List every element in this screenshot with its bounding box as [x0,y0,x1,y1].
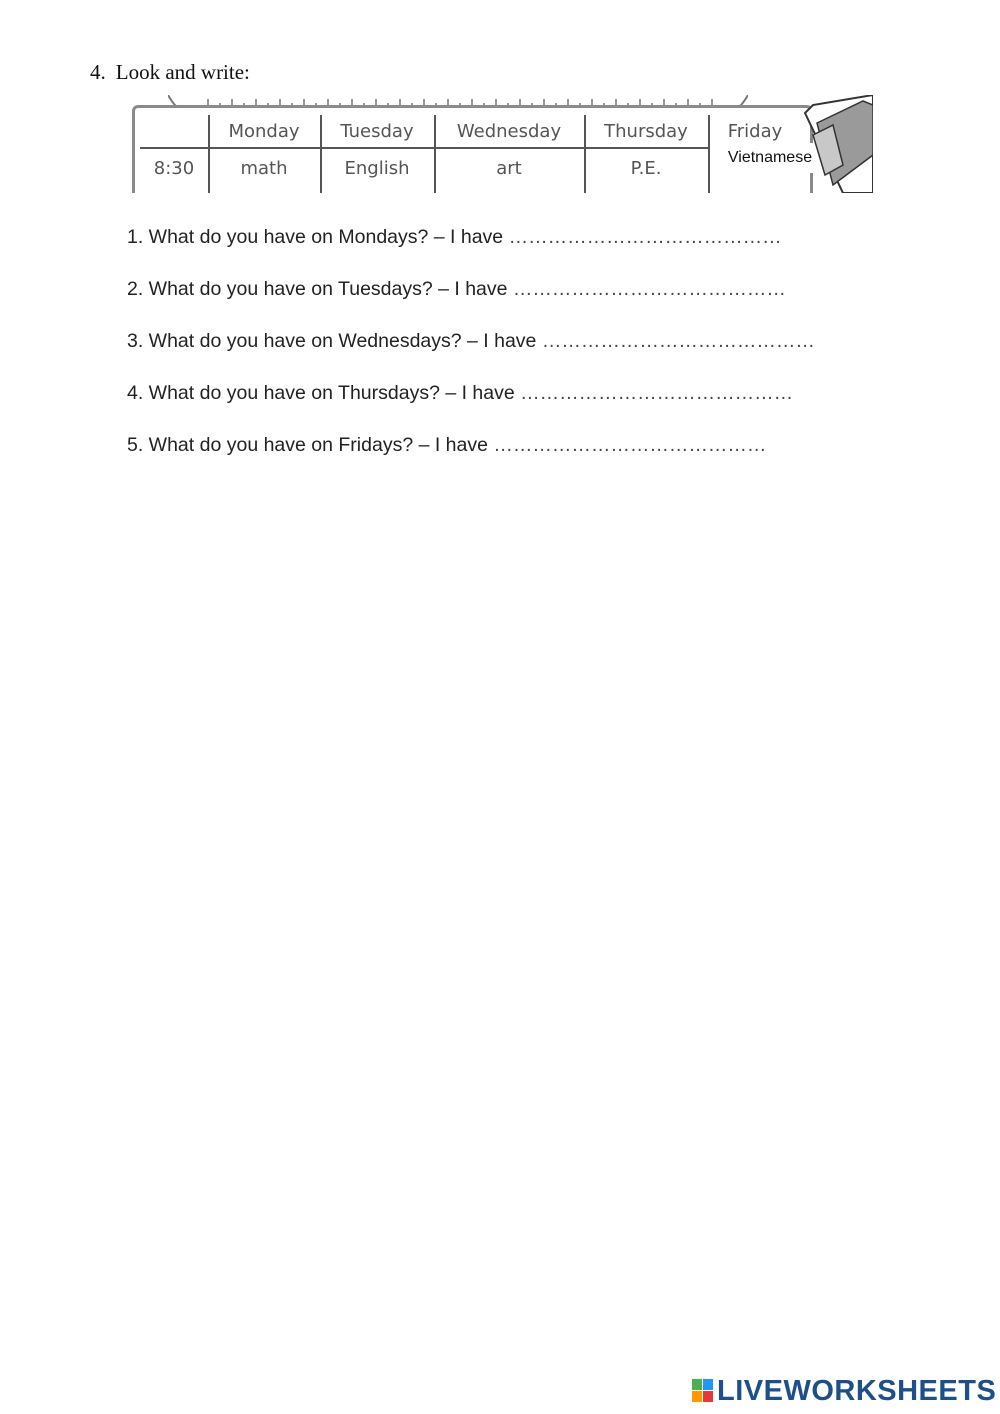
time-cell: 8:30 [153,157,195,179]
logo-text: LIVEWORKSHEETS [717,1374,997,1407]
friday-answer-field[interactable]: Vietnamese [710,143,830,173]
subject-monday: math [240,157,288,179]
timetable-image [128,95,873,193]
timetable-grid [140,115,808,193]
answer-blank[interactable]: …………………………………… [512,278,786,300]
question-item [127,274,887,326]
exercise-number: 4. [90,60,106,84]
question-item [127,430,887,482]
answer-blank[interactable]: …………………………………… [541,330,815,352]
subject-wednesday: art [496,157,522,179]
exercise-instruction: Look and write: [115,60,250,84]
logo-badge-icon [692,1379,714,1403]
day-header-friday: Friday [727,120,783,142]
question-text: 5. What do you have on Fridays? – I have [127,434,488,456]
question-text: 4. What do you have on Thursdays? – I have [127,382,515,404]
question-item [127,326,887,378]
day-header-tuesday: Tuesday [340,120,414,142]
question-item [127,378,887,430]
answer-blank[interactable]: …………………………………… [493,434,767,456]
exercise-heading [90,60,250,85]
question-list [127,222,887,482]
day-header-monday: Monday [228,120,300,142]
question-text: 3. What do you have on Wednesdays? – I have [127,330,537,352]
question-text: 1. What do you have on Mondays? – I have [127,226,504,248]
question-text: 2. What do you have on Tuesdays? – I have [127,278,508,300]
subject-thursday: P.E. [630,157,662,179]
answer-blank[interactable]: …………………………………… [508,226,782,248]
day-header-thursday: Thursday [604,120,688,142]
liveworksheets-logo [692,1374,996,1408]
subject-tuesday: English [344,157,410,179]
pencil-icon [803,95,873,193]
answer-blank[interactable]: …………………………………… [520,382,794,404]
question-item [127,222,887,274]
day-header-wednesday: Wednesday [456,120,562,142]
